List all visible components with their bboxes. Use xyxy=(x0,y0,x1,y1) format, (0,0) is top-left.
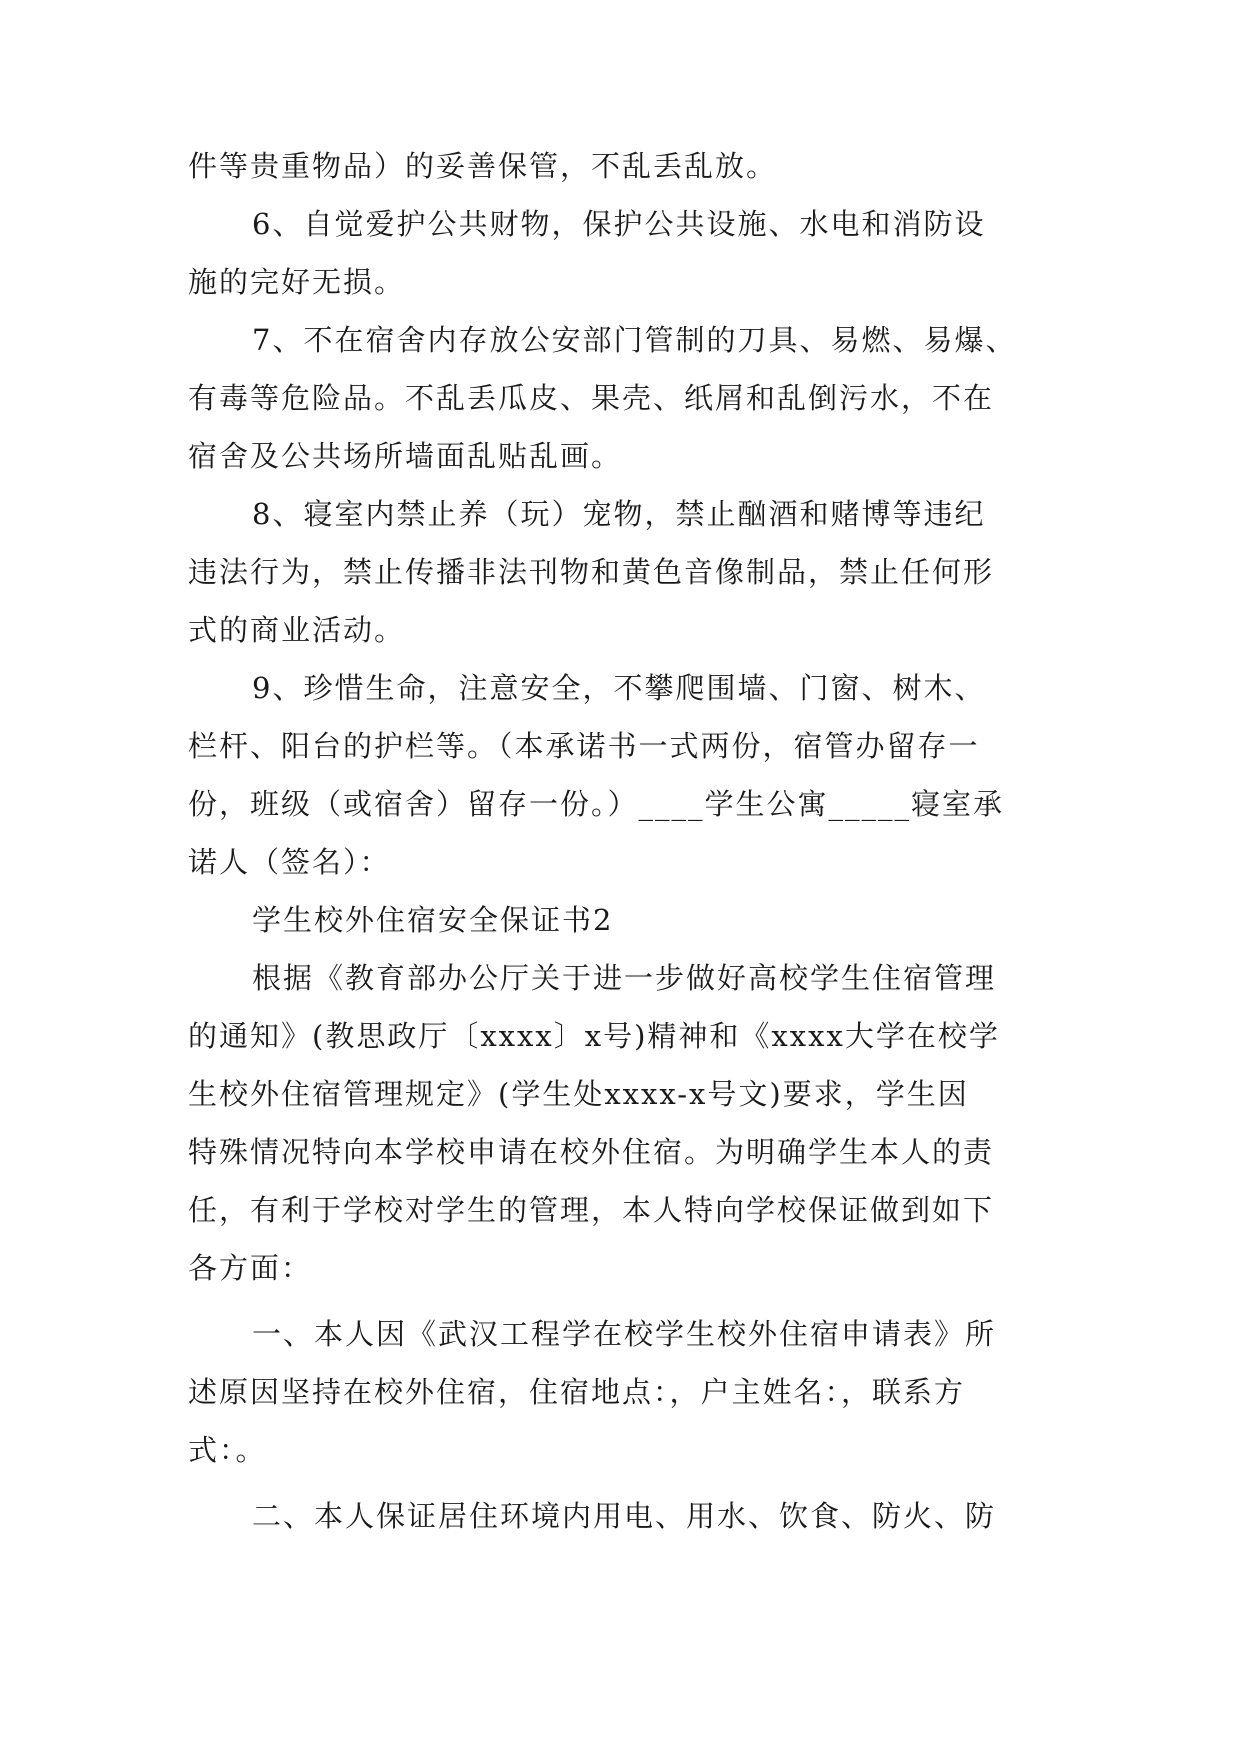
text-line: 特殊情况特向本学校申请在校外住宿。为明确学生本人的责 xyxy=(188,1135,995,1169)
text-line: 各方面： xyxy=(188,1251,313,1285)
text-line: 根据《教育部办公厅关于进一步做好高校学生住宿管理 xyxy=(252,961,997,995)
text-line: 诺人（签名）： xyxy=(188,845,391,879)
text-line: 份，班级（或宿舍）留存一份。）____学生公寓_____寝室承 xyxy=(188,787,1005,821)
text-line: 宿舍及公共场所墙面乱贴乱画。 xyxy=(188,439,623,473)
text-line: 有毒等危险品。不乱丢瓜皮、果壳、纸屑和乱倒污水，不在 xyxy=(188,381,995,415)
text-line: 式的商业活动。 xyxy=(188,613,406,647)
text-line: 件等贵重物品）的妥善保管，不乱丢乱放。 xyxy=(188,149,778,183)
text-line: 栏杆、阳台的护栏等。（本承诺书一式两份，宿管办留存一 xyxy=(188,729,980,763)
text-line: 9、珍惜生命，注意安全，不攀爬围墙、门窗、树木、 xyxy=(252,671,986,705)
text-line: 二、本人保证居住环境内用电、用水、饮食、防火、防 xyxy=(252,1499,997,1533)
text-line: 式：。 xyxy=(188,1433,267,1467)
text-line: 7、不在宿舍内存放公安部门管制的刀具、易燃、易爆、 xyxy=(252,323,1017,357)
text-line: 违法行为，禁止传播非法刊物和黄色音像制品，禁止任何形 xyxy=(188,555,995,589)
text-line: 述原因坚持在校外住宿，住宿地点：，户主姓名：，联系方 xyxy=(188,1375,966,1409)
text-line: 任，有利于学校对学生的管理，本人特向学校保证做到如下 xyxy=(188,1193,995,1227)
text-line: 6、自觉爱护公共财物，保护公共设施、水电和消防设 xyxy=(252,207,986,241)
text-line: 8、寝室内禁止养（玩）宠物，禁止酗酒和赌博等违纪 xyxy=(252,497,986,531)
section-title: 学生校外住宿安全保证书2 xyxy=(252,903,614,937)
text-line: 的通知》(教思政厅〔xxxx〕x号)精神和《xxxx大学在校学 xyxy=(188,1019,1000,1053)
text-line: 生校外住宿管理规定》(学生处xxxx-x号文)要求，学生因 xyxy=(188,1077,969,1111)
text-line: 一、本人因《武汉工程学在校学生校外住宿申请表》所 xyxy=(252,1317,997,1351)
text-line: 施的完好无损。 xyxy=(188,265,406,299)
